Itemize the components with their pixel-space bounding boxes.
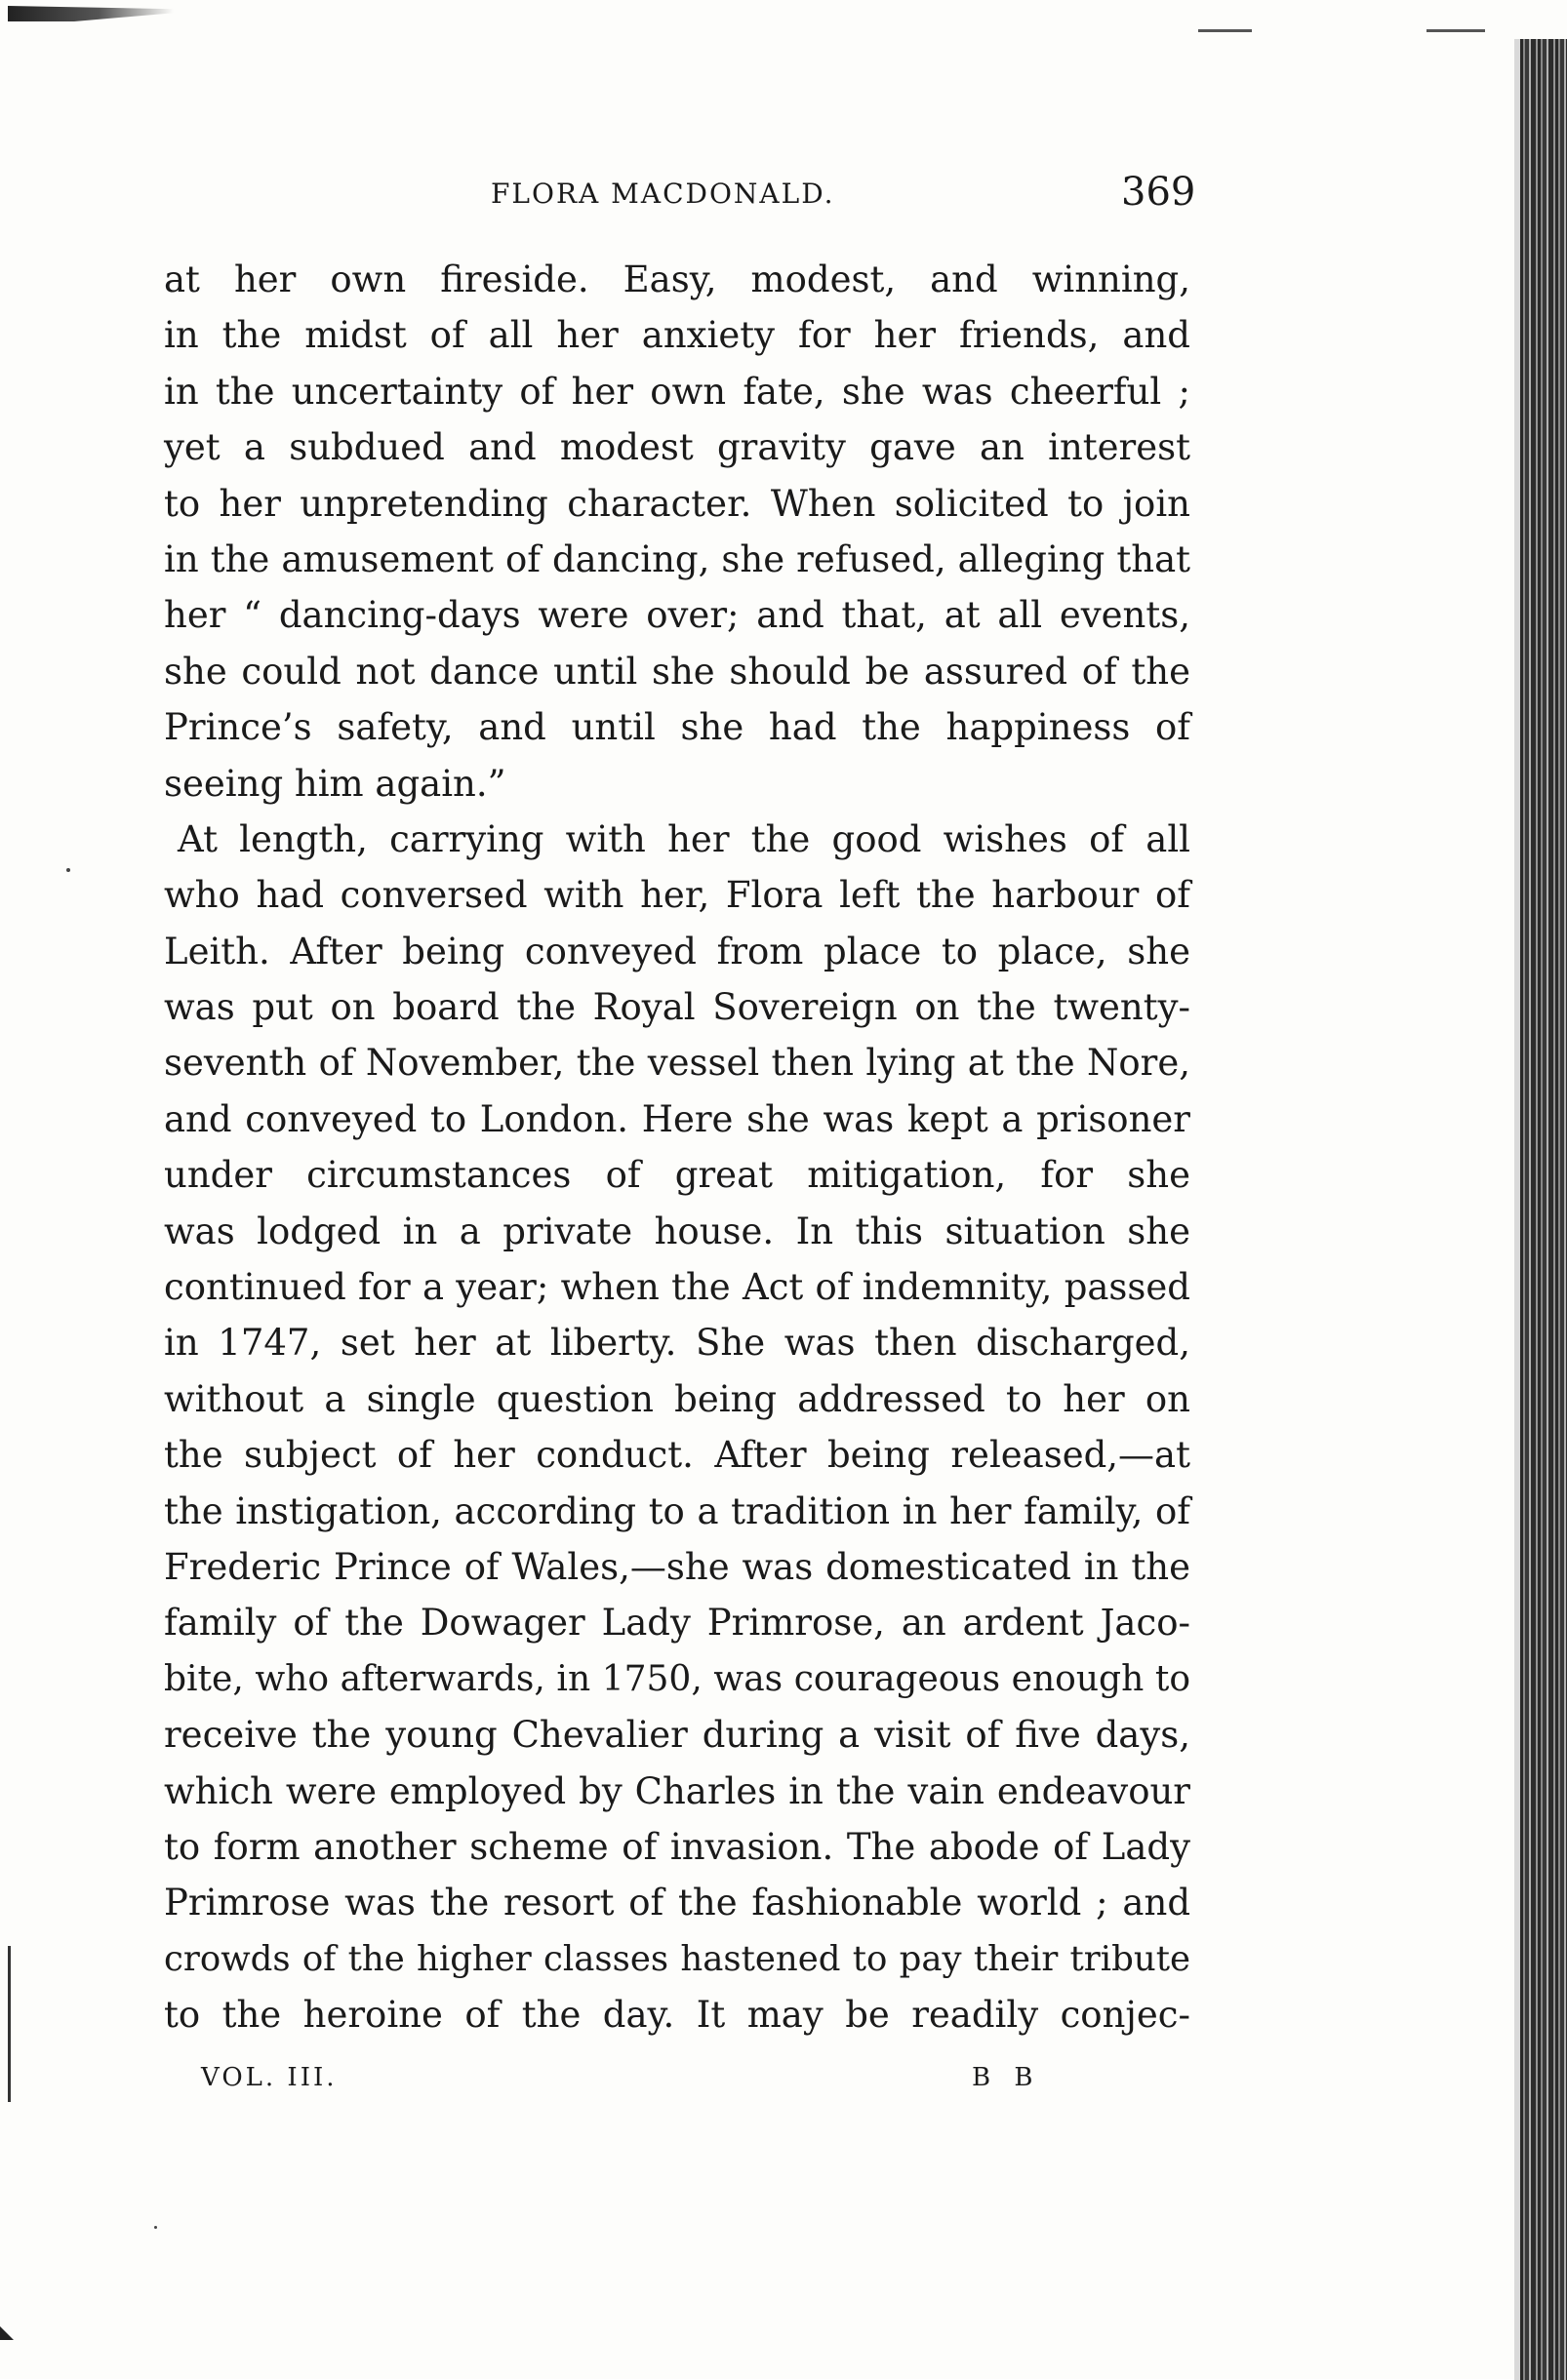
text-line: in 1747, set her at liberty. She was then discharged,	[164, 1322, 1190, 1365]
text-line: and conveyed to London. Here she was kept a prisoner	[164, 1097, 1190, 1140]
body-text	[164, 252, 1190, 2043]
text-line: in the amusement of dancing, she refused, alleging that	[164, 537, 1190, 580]
text-line: continued for a year; when the Act of indemnity, passed	[164, 1266, 1190, 1309]
text-line: Leith. After being conveyed from place to place, she	[164, 930, 1190, 972]
text-line: to her unpretending character. When solicited to join	[164, 482, 1190, 525]
text-line: Primrose was the resort of the fashionable world ; and	[164, 1882, 1190, 1924]
text-line: in the uncertainty of her own fate, she was cheerful ;	[164, 370, 1190, 413]
page-footer	[0, 2063, 1567, 2102]
text-line: who had conversed with her, Flora left the harbour of	[164, 874, 1190, 917]
volume-label: VOL. III.	[201, 2063, 338, 2092]
signature-mark: B B	[972, 2063, 1041, 2092]
text-line: bite, who afterwards, in 1750, was courageous enough to	[164, 1658, 1190, 1699]
text-line: was lodged in a private house. In this situation she	[164, 1210, 1190, 1252]
text-line: she could not dance until she should be assured of the	[164, 650, 1190, 693]
scan-speck	[66, 868, 70, 872]
text-line: crowds of the higher classes hastened to pay their tribute	[164, 1938, 1190, 1979]
text-line: without a single question being addressed to her on	[164, 1377, 1190, 1420]
running-head-title: FLORA MACDONALD.	[491, 178, 835, 210]
text-line: to the heroine of the day. It may be readily conjec-	[164, 1994, 1190, 2037]
book-spine-edge	[1520, 39, 1567, 2380]
text-line: seeing him again.”	[164, 762, 506, 805]
text-line: yet a subdued and modest gravity gave an interest	[164, 426, 1190, 469]
text-line: Prince’s safety, and until she had the happiness of	[164, 706, 1190, 749]
text-line: in the midst of all her anxiety for her friends, and	[164, 314, 1190, 357]
text-line: receive the young Chevalier during a visit of five days,	[164, 1714, 1190, 1757]
scan-speck	[154, 2226, 157, 2229]
scan-artifact-top-left	[8, 6, 174, 21]
text-line: was put on board the Royal Sovereign on the twenty-	[164, 986, 1190, 1029]
scan-artifact-corner	[0, 2326, 14, 2340]
running-head	[0, 170, 1567, 217]
text-line: Frederic Prince of Wales,—she was domesticated in the	[164, 1545, 1190, 1588]
page-number: 369	[1121, 170, 1196, 215]
scan-artifact-dash	[1198, 29, 1252, 32]
text-line: which were employed by Charles in the vain endeavour	[164, 1769, 1190, 1812]
text-line: under circumstances of great mitigation, for she	[164, 1154, 1190, 1197]
text-line: seventh of November, the vessel then lying at the Nore,	[164, 1042, 1190, 1085]
text-line: the instigation, according to a tradition in her family, of	[164, 1489, 1190, 1532]
text-line: her “ dancing-days were over; and that, at all events,	[164, 594, 1190, 637]
text-line: the subject of her conduct. After being released,—at	[164, 1434, 1190, 1477]
text-line: family of the Dowager Lady Primrose, an ardent Jaco-	[164, 1602, 1190, 1645]
text-line: At length, carrying with her the good wishes of all	[178, 817, 1190, 860]
text-line: at her own fireside. Easy, modest, and winning,	[164, 258, 1190, 300]
scan-artifact-dash	[1426, 29, 1485, 32]
text-line: to form another scheme of invasion. The abode of Lady	[164, 1825, 1190, 1868]
